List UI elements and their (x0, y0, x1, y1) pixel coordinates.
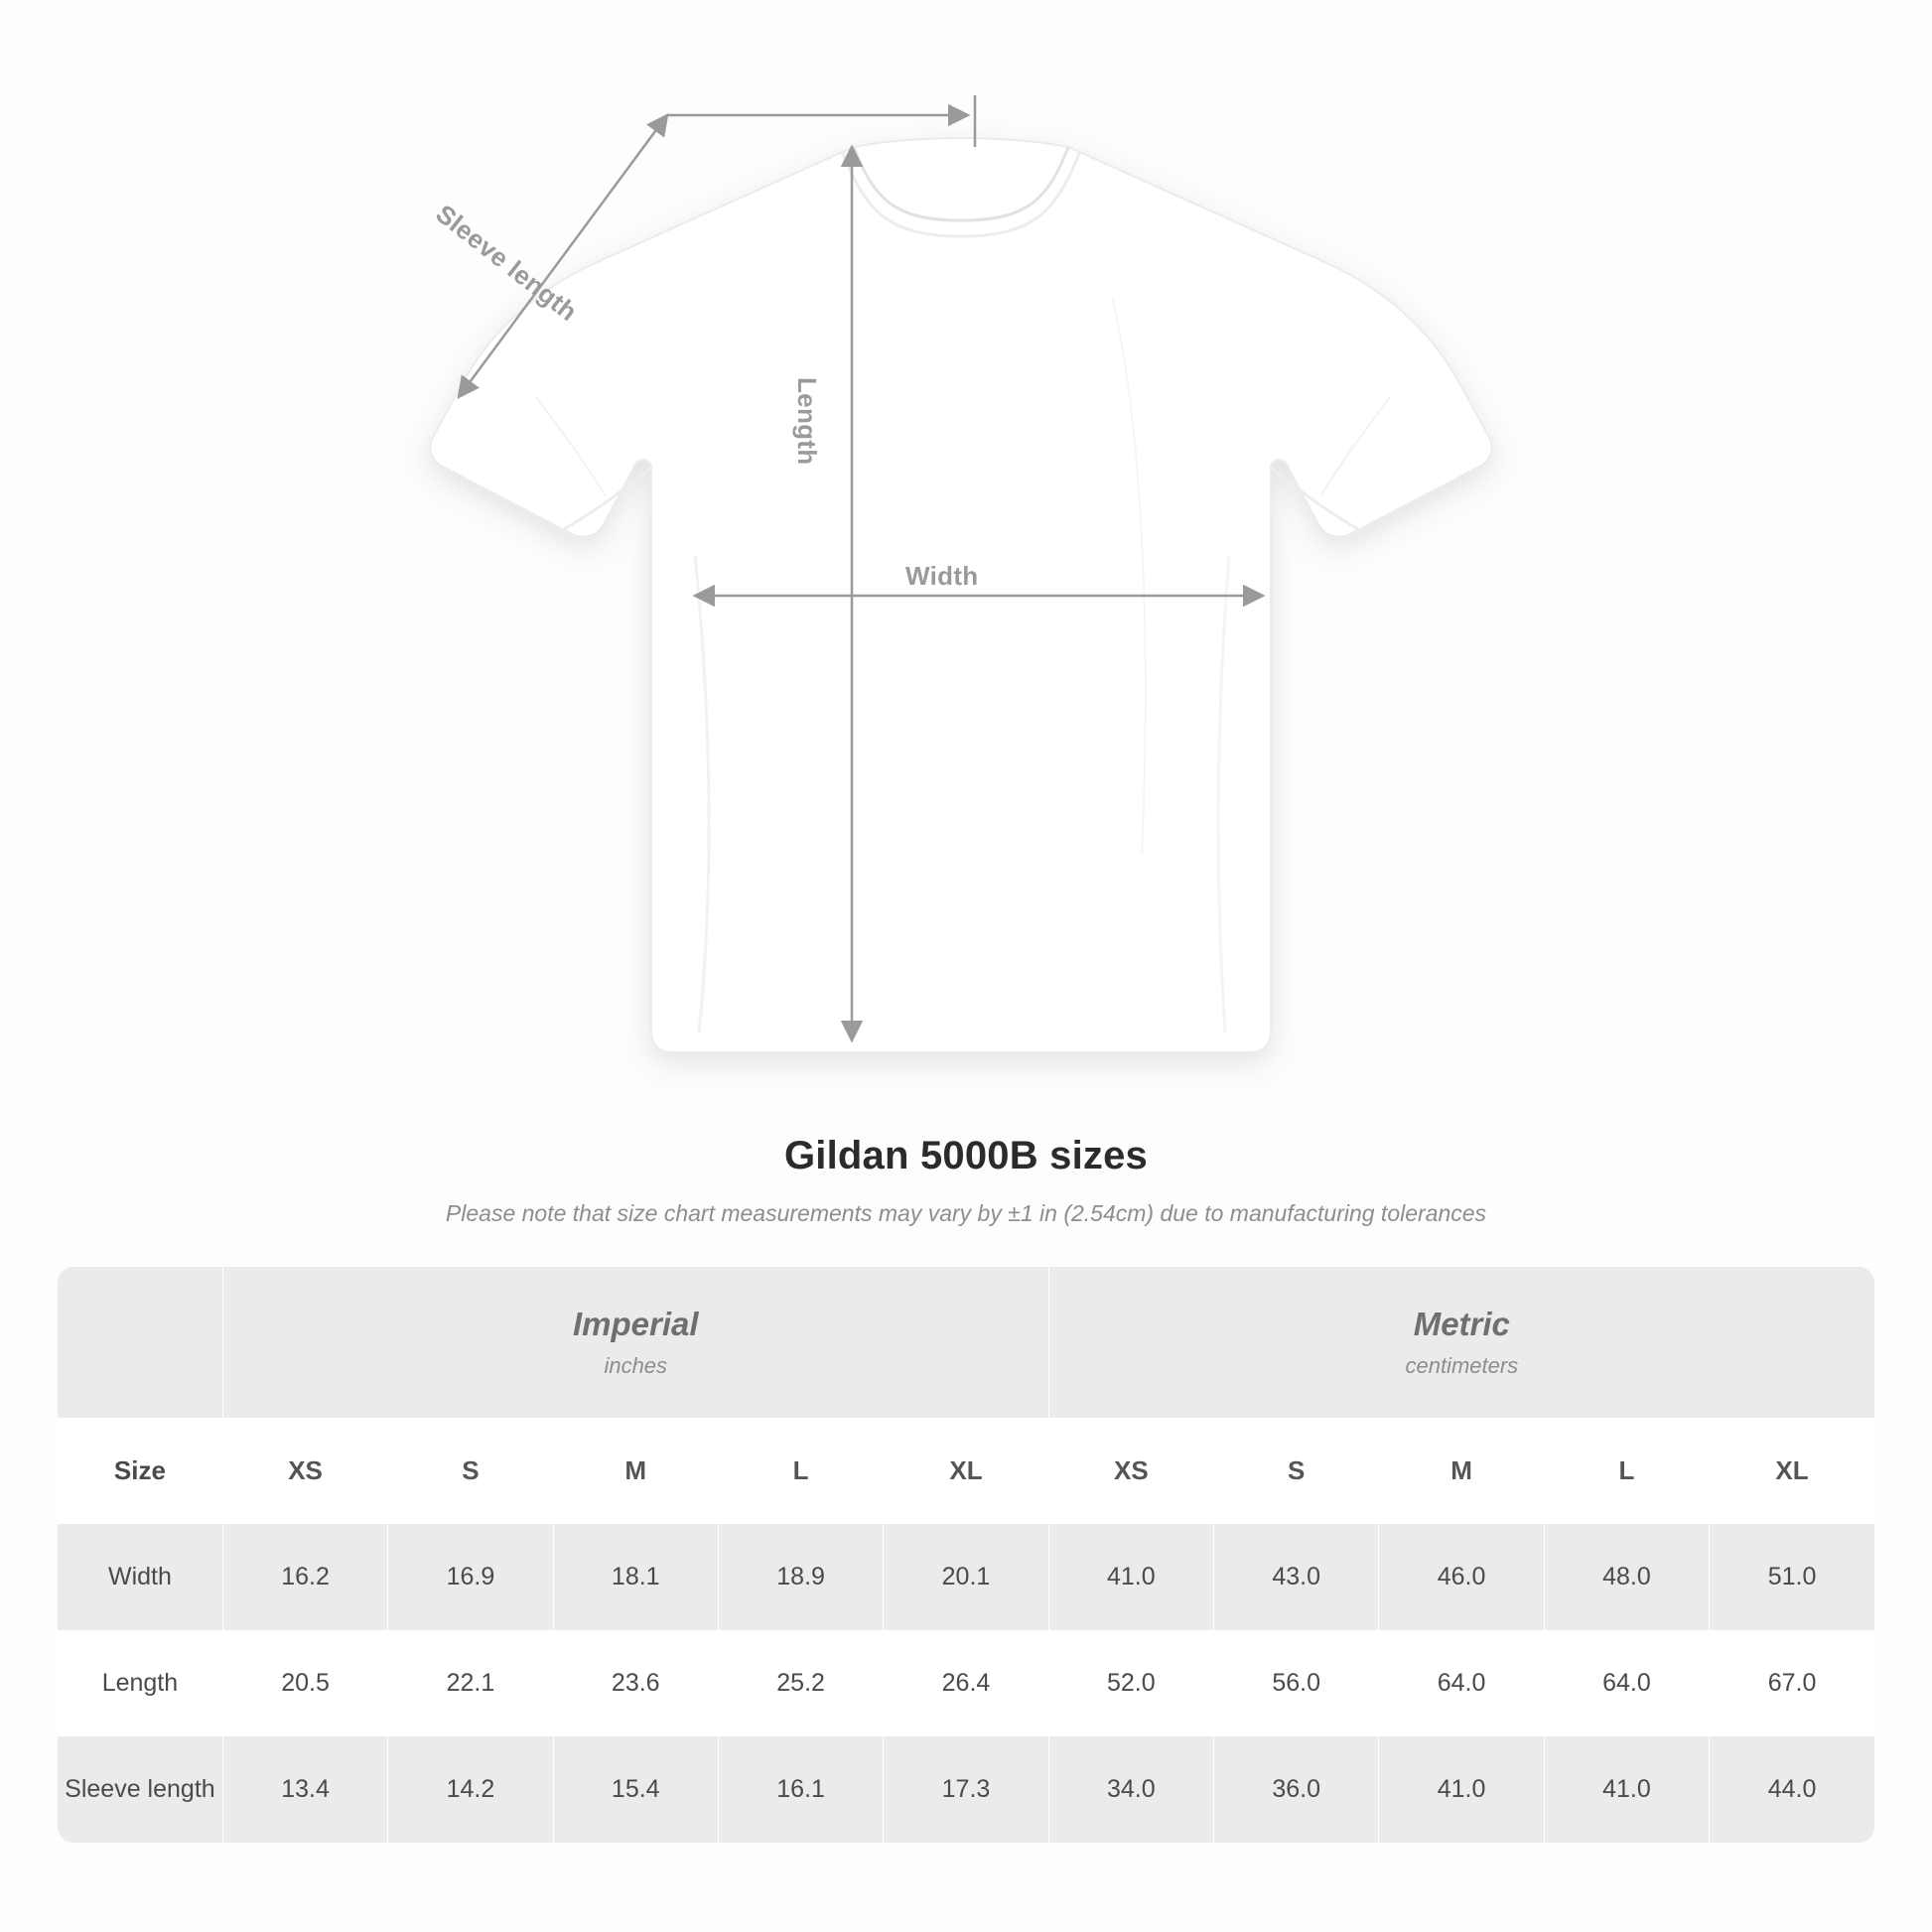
column-header-imperial-xs: XS (222, 1418, 387, 1524)
cell-length-imperial-s: 22.1 (388, 1630, 553, 1736)
sleeve-length-dimension-label: Sleeve length (430, 199, 584, 328)
group-imperial-name: Imperial (572, 1306, 699, 1342)
cell-width-metric-xl: 51.0 (1710, 1524, 1874, 1630)
cell-length-imperial-xl: 26.4 (884, 1630, 1048, 1736)
table-group-header-row (58, 1267, 1874, 1418)
cell-length-metric-l: 64.0 (1544, 1630, 1709, 1736)
group-imperial-unit: inches (604, 1353, 668, 1378)
cell-sleeve-imperial-s: 14.2 (388, 1736, 553, 1843)
column-header-imperial-xl: XL (884, 1418, 1048, 1524)
cell-sleeve-metric-m: 41.0 (1379, 1736, 1544, 1843)
column-header-metric-xs: XS (1048, 1418, 1213, 1524)
cell-width-imperial-xs: 16.2 (222, 1524, 387, 1630)
cell-width-metric-m: 46.0 (1379, 1524, 1544, 1630)
cell-width-metric-l: 48.0 (1544, 1524, 1709, 1630)
cell-width-metric-s: 43.0 (1214, 1524, 1379, 1630)
page-subtitle: Please note that size chart measurements may vary by ±1 in (2.54cm) due to manufacturing tolerances (445, 1200, 1487, 1226)
size-table (58, 1267, 1874, 1843)
column-header-imperial-m: M (553, 1418, 718, 1524)
cell-sleeve-imperial-xs: 13.4 (222, 1736, 387, 1843)
cell-width-imperial-l: 18.9 (718, 1524, 883, 1630)
column-header-imperial-s: S (388, 1418, 553, 1524)
size-table-wrapper (58, 1267, 1874, 1843)
cell-sleeve-imperial-m: 15.4 (553, 1736, 718, 1843)
cell-sleeve-metric-xl: 44.0 (1710, 1736, 1874, 1843)
page-title: Gildan 5000B sizes (783, 1134, 1148, 1177)
cell-length-metric-m: 64.0 (1379, 1630, 1544, 1736)
cell-sleeve-imperial-l: 16.1 (718, 1736, 883, 1843)
group-header-imperial (222, 1267, 1048, 1418)
cell-length-imperial-xs: 20.5 (222, 1630, 387, 1736)
group-metric-unit: centimeters (1405, 1353, 1519, 1378)
cell-width-metric-xs: 41.0 (1048, 1524, 1213, 1630)
cell-sleeve-imperial-xl: 17.3 (884, 1736, 1048, 1843)
row-header-width: Width (58, 1524, 222, 1630)
row-header-length: Length (58, 1630, 222, 1736)
cell-length-imperial-m: 23.6 (553, 1630, 718, 1736)
table-corner-cell (58, 1267, 222, 1418)
cell-length-imperial-l: 25.2 (718, 1630, 883, 1736)
cell-width-imperial-xl: 20.1 (884, 1524, 1048, 1630)
table-column-header-row (58, 1418, 1874, 1524)
group-header-metric (1048, 1267, 1874, 1418)
column-header-metric-m: M (1379, 1418, 1544, 1524)
cell-sleeve-metric-s: 36.0 (1214, 1736, 1379, 1843)
cell-length-metric-xl: 67.0 (1710, 1630, 1874, 1736)
length-dimension-label: Length (792, 377, 822, 466)
column-header-metric-xl: XL (1710, 1418, 1874, 1524)
width-dimension-label: Width (905, 561, 979, 591)
cell-length-metric-xs: 52.0 (1048, 1630, 1213, 1736)
cell-sleeve-metric-l: 41.0 (1544, 1736, 1709, 1843)
cell-width-imperial-m: 18.1 (553, 1524, 718, 1630)
cell-length-metric-s: 56.0 (1214, 1630, 1379, 1736)
column-header-metric-s: S (1214, 1418, 1379, 1524)
group-metric-name: Metric (1413, 1306, 1510, 1342)
column-header-size: Size (58, 1418, 222, 1524)
column-header-imperial-l: L (718, 1418, 883, 1524)
table-row (58, 1524, 1874, 1630)
row-header-sleeve-length: Sleeve length (58, 1736, 222, 1843)
column-header-metric-l: L (1544, 1418, 1709, 1524)
cell-width-imperial-s: 16.9 (388, 1524, 553, 1630)
table-row (58, 1630, 1874, 1736)
table-row (58, 1736, 1874, 1843)
title-block (0, 1134, 1932, 1227)
cell-sleeve-metric-xs: 34.0 (1048, 1736, 1213, 1843)
